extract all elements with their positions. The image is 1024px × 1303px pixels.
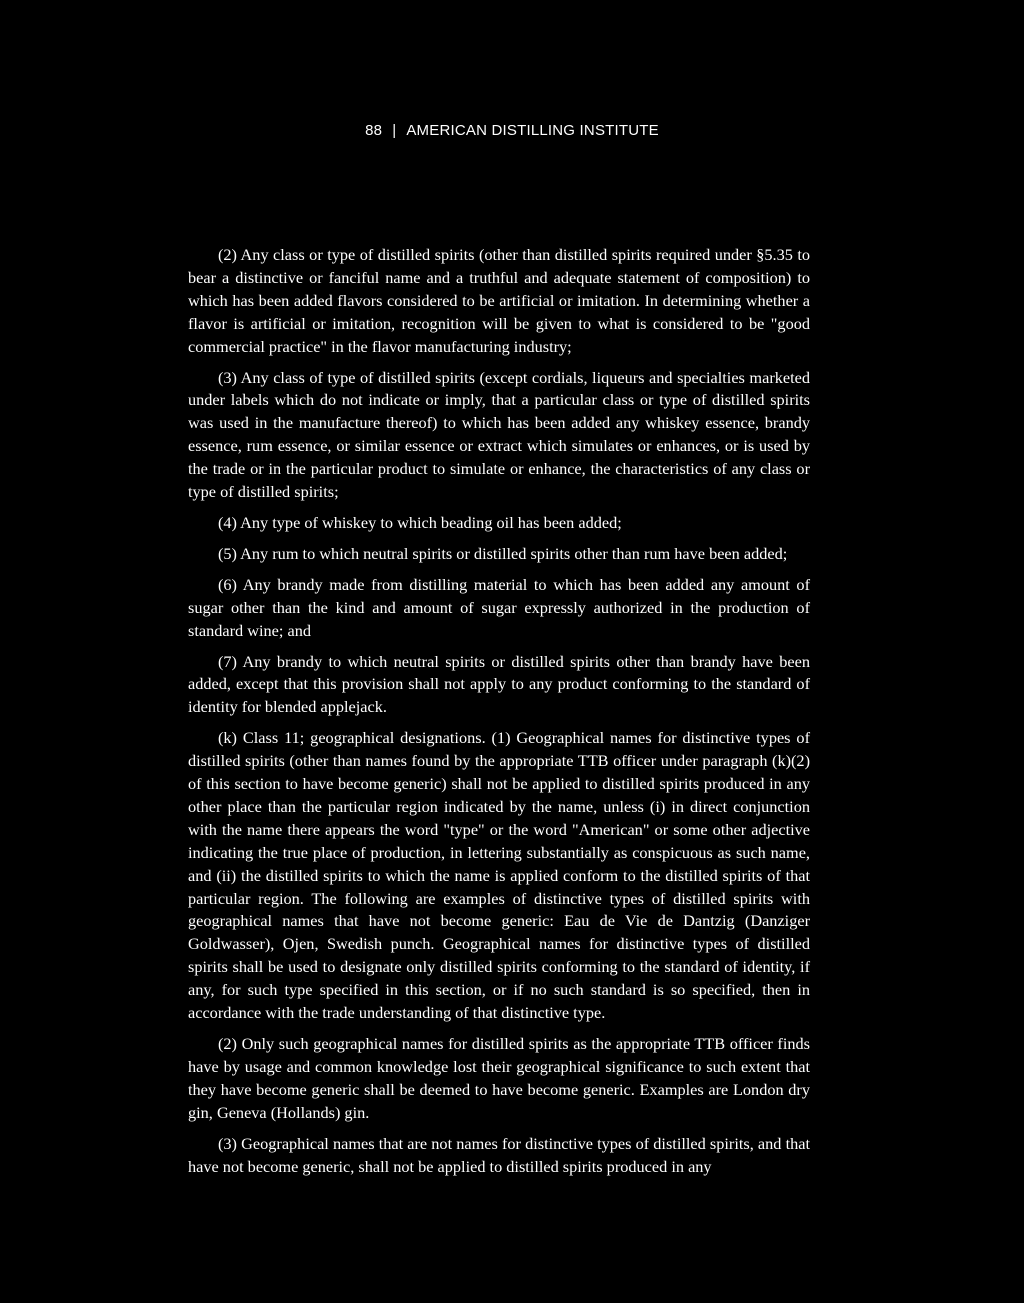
paragraph-beading-oil: (4) Any type of whiskey to which beading oil has been added;	[218, 512, 622, 532]
header-separator: |	[392, 122, 397, 139]
paragraph-artificial-flavors: (2) Any class or type of distilled spirits (other than distilled spirits required under §5.35 to bear a distinctive or fanciful name and a truthful and adequate statement of composition) to which has been added flavors considered to be artificial or imitation. In determining whether a flavor is artificial or imitation, recognition will be given to what is considered to be "good commercial practice" in the flavor manufacturing industry;	[188, 245, 810, 356]
page-number: 88	[365, 122, 383, 139]
paragraph-essences: (3) Any class of type of distilled spirits (except cordials, liqueurs and specialties marketed under labels which do not indicate or imply, that a particular class or type of distilled spirits was used in the manufacture thereof) to which has been added any whiskey essence, brandy essence, rum essence, or similar essence or extract which simulates or enhances, or is used by the trade or in the particular product to simulate or enhance, the characteristics of any class or type of distilled spirits;	[188, 367, 810, 502]
paragraph-class-11-geographical: (k) Class 11; geographical designations. (1) Geographical names for distinctive types of distilled spirits (other than names found by the appropriate TTB officer under paragraph (k)(2) of this section to have become generic) shall not be applied to distilled spirits produced in any other place than the particular region indicated by the name, unless (i) in direct conjunction with the name there appears the word "type" or the word "American" or some other adjective indicating the true place of production, in lettering substantially as conspicuous as such name, and (ii) the distilled spirits to which the name is applied conform to the distilled spirits of that particular region. The following are examples of distinctive types of distilled spirits with geographical names that have not become generic: Eau de Vie de Dantzig (Danziger Goldwasser), Ojen, Swedish punch. Geographical names for distinctive types of distilled spirits shall be used to designate only distilled spirits conforming to the standard of identity, if any, for such type specified in this section, or if no such standard is so specified, then in accordance with the trade understanding of that distinctive type.	[188, 728, 810, 1023]
paragraph-rum: (5) Any rum to which neutral spirits or distilled spirits other than rum have been added;	[218, 543, 788, 563]
publication-name: AMERICAN DISTILLING INSTITUTE	[406, 122, 659, 139]
paragraph-brandy-sugar: (6) Any brandy made from distilling material to which has been added any amount of sugar other than the kind and amount of sugar expressly authorized in the production of standard wine; and	[188, 574, 810, 640]
paragraph-brandy-neutral-spirits: (7) Any brandy to which neutral spirits or distilled spirits other than brandy have been added, except that this provision shall not apply to any product conforming to the standard of identity for blended applejack.	[188, 651, 810, 717]
body-text	[188, 244, 810, 1186]
paragraph-non-generic-names: (3) Geographical names that are not names for distinctive types of distilled spirits, and that have not become generic, shall not be applied to distilled spirits produced in any	[188, 1133, 810, 1176]
paragraph-generic-names: (2) Only such geographical names for distilled spirits as the appropriate TTB officer finds have by usage and common knowledge lost their geographical significance to such extent that they have become generic shall be deemed to have become generic. Examples are London dry gin, Geneva (Hollands) gin.	[188, 1034, 810, 1122]
running-header	[0, 122, 1024, 139]
